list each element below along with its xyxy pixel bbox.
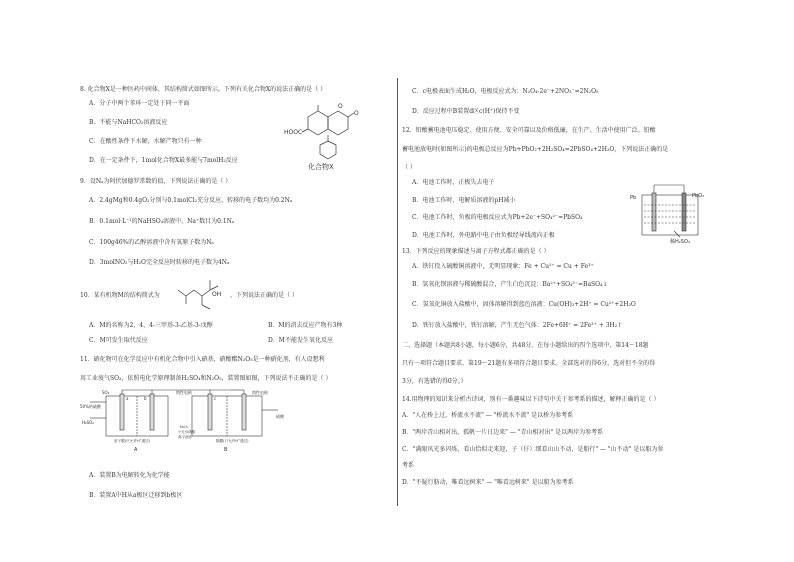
q12-option-c: C．电池工作时，负极的电极反应式为Pb+2e⁻+SO₄²⁻=PbSO₄ xyxy=(412,214,583,221)
q10-option-a: A．M的名称为2，4，4-三甲基-3-乙基-3-戊醇 xyxy=(89,322,213,329)
diagram-acid-label: 50%的硫酸 xyxy=(80,404,101,409)
q9-option-d: D．3molNO₂与H₂O完全反应时转移的电子数为4Nₐ xyxy=(89,259,230,266)
oh-label: OH xyxy=(212,291,222,298)
q8-option-c: C．在酸性条件下水解，水解产物只有一种 xyxy=(89,138,202,145)
q10-option-b: B．M的消去反应产物有3种 xyxy=(268,322,343,329)
electrolyte-label: 稀H₂SO₄ xyxy=(670,239,690,245)
q12-option-d: D．电池工作时，外电路中电子由负极经导线流向正极 xyxy=(412,232,555,239)
diagram-inert-electrode-2: 惰性电极 xyxy=(252,390,268,395)
diagram-b-label: b xyxy=(144,396,147,401)
q12-stem-line3: （ ） xyxy=(402,164,416,171)
pb-electrode-label: Pb xyxy=(630,195,637,201)
q12-option-b: B．电池工作时，电解质溶液的pH减小 xyxy=(412,197,516,204)
q11-stem-line1: 11．硝化物可在化学反应中有机化合物中引入硝基，硝酸酯N₂O₅是一种硝化剂，有人设想利 xyxy=(80,356,325,363)
q14-option-c: C．"满眼风光多闪烁，看山恰似走来迎，子（仔）细看山山不动，是船行" — "山不动" 是以船为参 xyxy=(402,446,664,453)
q10-stem-suffix: ，下列说法正确的是（ ） xyxy=(230,292,298,299)
electrochem-apparatus-diagram xyxy=(80,388,310,454)
q14-option-b: B．"两岸青山相对出，孤帆一片日边来" — "青山相对出" 是以两岸为参考系 xyxy=(402,429,604,436)
q13-option-a: A．铁钉投入硫酸铜溶液中，无明显现象：Fe + Cu²⁺ = Cu + Fe³⁺ xyxy=(412,263,594,270)
q11-option-c: C．c电极表面生成H₂O，电极反应式为：N₂O₄-2e⁻+2NO₃⁻=2N₂O₅ xyxy=(412,88,599,95)
q13-stem: 13．下列反应的现象描述与离子方程式都正确的是（ ） xyxy=(402,248,550,255)
q13-option-b: B．氢氧化钡溶液与稀硫酸混合，产生白色沉淀：Ba²⁺+SO₄²⁻=BaSO₄↓ xyxy=(412,281,608,288)
section2-line2: 只有一项符合题目要求，第19～21题有多项符合题目要求。全部选对的得6分，选对但不全的得 xyxy=(402,360,656,367)
q8-option-a: A．分子中两个苯环一定处于同一平面 xyxy=(89,100,190,107)
q13-option-d: D．铁钉放入盐酸中，铁钉溶解，产生无色气体：2Fe+6H⁺ = 2Fe³⁺ + 3H₂↑ xyxy=(412,322,623,329)
q9-option-b: B．0.1mol·L⁻¹的NaHSO₄溶液中，Na⁺数目为0.1Nₐ xyxy=(89,218,235,225)
diagram-membrane-2: 隔膜(只允许H⁺通过) xyxy=(216,439,249,443)
q11-option-d: D．反应过程中B装置d区c(H⁺)保持不变 xyxy=(412,108,520,115)
compound-x-label: 化合物X xyxy=(308,163,334,171)
diagram-c-label: c xyxy=(214,396,217,401)
q12-option-a: A．电池工作时，正极失去电子 xyxy=(412,179,495,186)
diagram-h2so4-label: H₂SO₄ xyxy=(82,420,94,425)
diagram-n2o5-label: N₂O₅ xyxy=(180,425,189,429)
q10-stem-prefix: 10．某有机物M的结构简式为 xyxy=(80,292,160,299)
diagram-anhydrous-label: +无水硝酸 xyxy=(178,430,196,434)
diagram-inert-electrode-1: 惰性电极 xyxy=(176,390,192,395)
ring-oxygen-label: O xyxy=(338,103,343,110)
q9-stem: 9．设Nₐ为阿伏加德罗常数的值，下列说法正确的是（ ） xyxy=(80,178,232,185)
q9-option-a: A．2.4gMg和0.4gO₂分别与0.1molCl₂充分反应，转移的电子数均为0.2Nₐ xyxy=(89,197,293,204)
column-divider xyxy=(397,78,398,506)
diagram-caption-b: B xyxy=(224,447,228,453)
q12-stem-line2: 蓄电池放电时(如图所示)的电极总反应为Pb+PbO₂+2H₂SO₄=2PbSO₄+2H₂O，下列说法正确的是 xyxy=(402,146,669,153)
q8-option-b: B．不能与NaHCO₃溶液反应 xyxy=(89,119,168,126)
compound-x-structure xyxy=(284,95,380,175)
q14-option-a: A．"人在桥上过，桥流水不流" — "桥流水不流" 是以桥为参考系 xyxy=(402,412,574,419)
q14-option-c-cont: 考系 xyxy=(402,462,415,469)
section2-line1: 二、选择题（本题共8小题，每小题6分，共48分。在每小题给出的四个选项中，第14～18题 xyxy=(402,342,649,349)
q14-option-d: D．"不疑行舫动，唯看远树来" — "唯看远树来" 是以船为参考系 xyxy=(402,479,574,486)
pbo2-electrode-label: PbO₂ xyxy=(692,193,705,199)
q11-stem-line2: 用工业废气SO₂，依照电化学原理制备H₂SO₄和N₂O₅，装置图如图，下列说法不正确的是（ ） xyxy=(80,375,332,382)
carbonyl-oxygen-label: O xyxy=(354,110,359,117)
q13-option-c: C．氢氧化铜放入盐酸中，固体溶解得到蓝色溶液：Cu(OH)₂+2H⁺ = Cu²⁺+2H₂O xyxy=(412,301,636,308)
diagram-so2-label: SO₂ xyxy=(102,390,110,395)
diagram-caption-a: A xyxy=(134,447,138,453)
section2-line3: 3分，有选错的得0分。） xyxy=(402,378,467,385)
q14-stem: 14.用物理的知识来分析古诗词，别有一番趣味以下诗句中关于参考系的描述，解释正确的是（ ） xyxy=(402,396,660,403)
q10-option-c: C．M可发生取代反应 xyxy=(89,337,148,344)
compound-m-structure xyxy=(172,272,232,312)
diagram-a-label: a xyxy=(126,396,129,401)
q8-stem: 8. 化合物X是一种医药中间体，其结构简式如图所示。下列有关化合物X的说法正确的是（ ） xyxy=(80,86,327,93)
hooc-label: HOOC xyxy=(284,129,303,136)
diagram-membrane-1: 质子膜(只允许H⁺通过) xyxy=(114,439,151,443)
diagram-ionic-label: 离子液体 xyxy=(178,435,193,439)
q10-option-d: D．M不能发生氧化反应 xyxy=(268,337,333,344)
q9-option-c: C．100g46%的乙醇溶液中含有氧原子数为Nₐ xyxy=(89,239,214,246)
lead-acid-battery-diagram xyxy=(628,183,718,245)
q12-stem-line1: 12．铅酸蓄电池电压稳定、使用方便、安全可靠以及价格低廉，在生产、生活中使用广泛。铅酸 xyxy=(402,127,656,134)
diagram-hno3-label: 硝酸 xyxy=(276,414,284,419)
q11-option-a: A．装置B为电解转化为化学能 xyxy=(89,472,170,479)
q11-option-b: B．装置A中H从a极区迁移到b极区 xyxy=(89,492,183,499)
q8-option-d: D．在一定条件下，1mol化合物X最多能与7molH₂反应 xyxy=(89,157,238,164)
